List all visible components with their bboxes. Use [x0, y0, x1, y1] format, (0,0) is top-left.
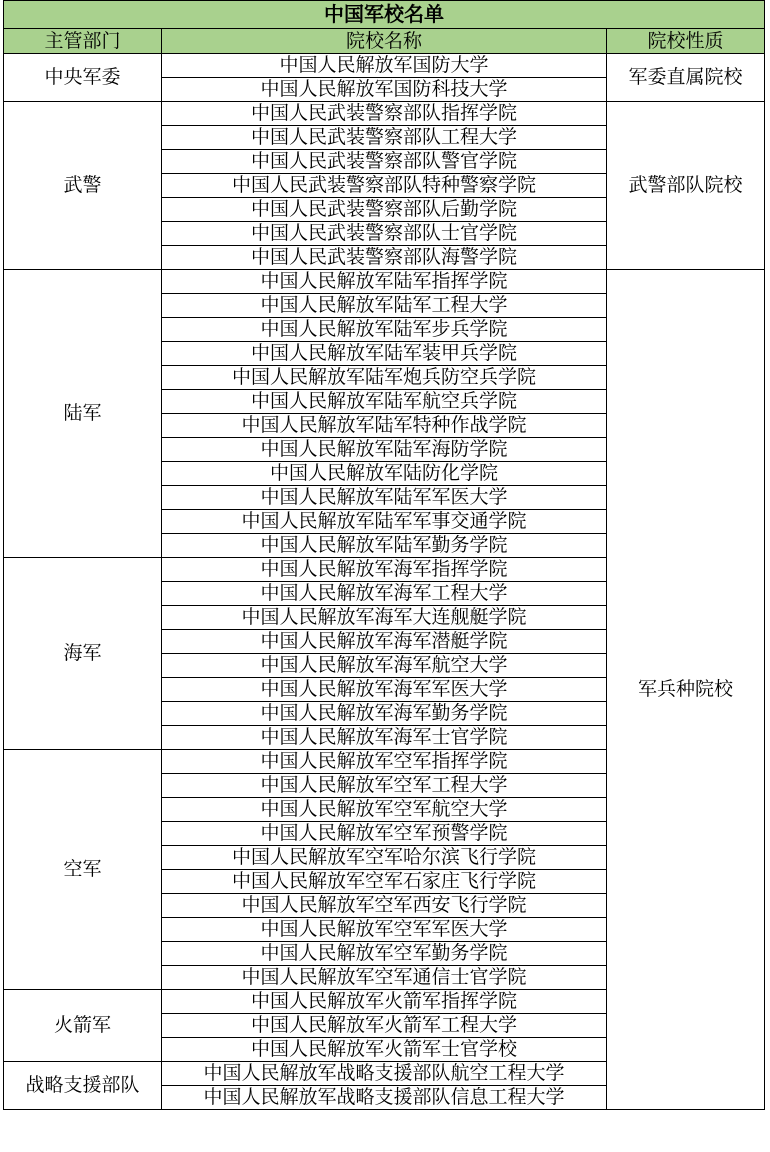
school-name-cell: 中国人民解放军空军石家庄飞行学院 [162, 870, 607, 894]
school-name-cell: 中国人民解放军陆军航空兵学院 [162, 390, 607, 414]
school-name-cell: 中国人民解放军海军大连舰艇学院 [162, 606, 607, 630]
department-cell: 武警 [4, 102, 162, 270]
school-name-cell: 中国人民解放军陆军军医大学 [162, 486, 607, 510]
school-type-cell: 军兵种院校 [607, 270, 765, 1110]
school-name-cell: 中国人民解放军火箭军指挥学院 [162, 990, 607, 1014]
school-name-cell: 中国人民解放军海军工程大学 [162, 582, 607, 606]
department-cell: 战略支援部队 [4, 1062, 162, 1110]
school-type-cell: 军委直属院校 [607, 54, 765, 102]
school-name-cell: 中国人民解放军空军预警学院 [162, 822, 607, 846]
table-row [4, 54, 765, 78]
table-row [4, 102, 765, 126]
school-name-cell: 中国人民解放军陆军装甲兵学院 [162, 342, 607, 366]
school-type-cell: 武警部队院校 [607, 102, 765, 270]
school-name-cell: 中国人民解放军空军勤务学院 [162, 942, 607, 966]
military-schools-table [3, 0, 765, 1110]
school-name-cell: 中国人民解放军火箭军工程大学 [162, 1014, 607, 1038]
school-name-cell: 中国人民武装警察部队指挥学院 [162, 102, 607, 126]
school-name-cell: 中国人民武装警察部队士官学院 [162, 222, 607, 246]
school-name-cell: 中国人民武装警察部队后勤学院 [162, 198, 607, 222]
department-cell: 火箭军 [4, 990, 162, 1062]
school-name-cell: 中国人民解放军国防科技大学 [162, 78, 607, 102]
school-name-cell: 中国人民解放军空军航空大学 [162, 798, 607, 822]
header-school-type: 院校性质 [607, 29, 765, 54]
school-name-cell: 中国人民解放军空军西安飞行学院 [162, 894, 607, 918]
school-name-cell: 中国人民解放军海军指挥学院 [162, 558, 607, 582]
school-name-cell: 中国人民武装警察部队特种警察学院 [162, 174, 607, 198]
department-cell: 空军 [4, 750, 162, 990]
school-name-cell: 中国人民武装警察部队海警学院 [162, 246, 607, 270]
department-cell: 陆军 [4, 270, 162, 558]
school-name-cell: 中国人民武装警察部队警官学院 [162, 150, 607, 174]
school-name-cell: 中国人民解放军火箭军士官学校 [162, 1038, 607, 1062]
school-name-cell: 中国人民解放军陆军工程大学 [162, 294, 607, 318]
school-name-cell: 中国人民解放军国防大学 [162, 54, 607, 78]
school-name-cell: 中国人民解放军海军军医大学 [162, 678, 607, 702]
school-name-cell: 中国人民解放军陆军特种作战学院 [162, 414, 607, 438]
header-department: 主管部门 [4, 29, 162, 54]
school-name-cell: 中国人民解放军空军指挥学院 [162, 750, 607, 774]
school-name-cell: 中国人民武装警察部队工程大学 [162, 126, 607, 150]
table-title: 中国军校名单 [4, 1, 765, 29]
school-name-cell: 中国人民解放军陆军海防学院 [162, 438, 607, 462]
school-name-cell: 中国人民解放军空军哈尔滨飞行学院 [162, 846, 607, 870]
school-name-cell: 中国人民解放军海军勤务学院 [162, 702, 607, 726]
school-name-cell: 中国人民解放军战略支援部队信息工程大学 [162, 1086, 607, 1110]
school-name-cell: 中国人民解放军陆军步兵学院 [162, 318, 607, 342]
header-school-name: 院校名称 [162, 29, 607, 54]
school-name-cell: 中国人民解放军陆军勤务学院 [162, 534, 607, 558]
school-name-cell: 中国人民解放军陆军指挥学院 [162, 270, 607, 294]
school-name-cell: 中国人民解放军空军军医大学 [162, 918, 607, 942]
school-name-cell: 中国人民解放军海军潜艇学院 [162, 630, 607, 654]
table-row [4, 270, 765, 294]
school-name-cell: 中国人民解放军陆防化学院 [162, 462, 607, 486]
department-cell: 中央军委 [4, 54, 162, 102]
school-name-cell: 中国人民解放军陆军炮兵防空兵学院 [162, 366, 607, 390]
school-name-cell: 中国人民解放军空军工程大学 [162, 774, 607, 798]
title-row [4, 1, 765, 29]
school-name-cell: 中国人民解放军战略支援部队航空工程大学 [162, 1062, 607, 1086]
header-row [4, 29, 765, 54]
school-name-cell: 中国人民解放军空军通信士官学院 [162, 966, 607, 990]
school-name-cell: 中国人民解放军陆军军事交通学院 [162, 510, 607, 534]
department-cell: 海军 [4, 558, 162, 750]
school-name-cell: 中国人民解放军海军士官学院 [162, 726, 607, 750]
school-name-cell: 中国人民解放军海军航空大学 [162, 654, 607, 678]
